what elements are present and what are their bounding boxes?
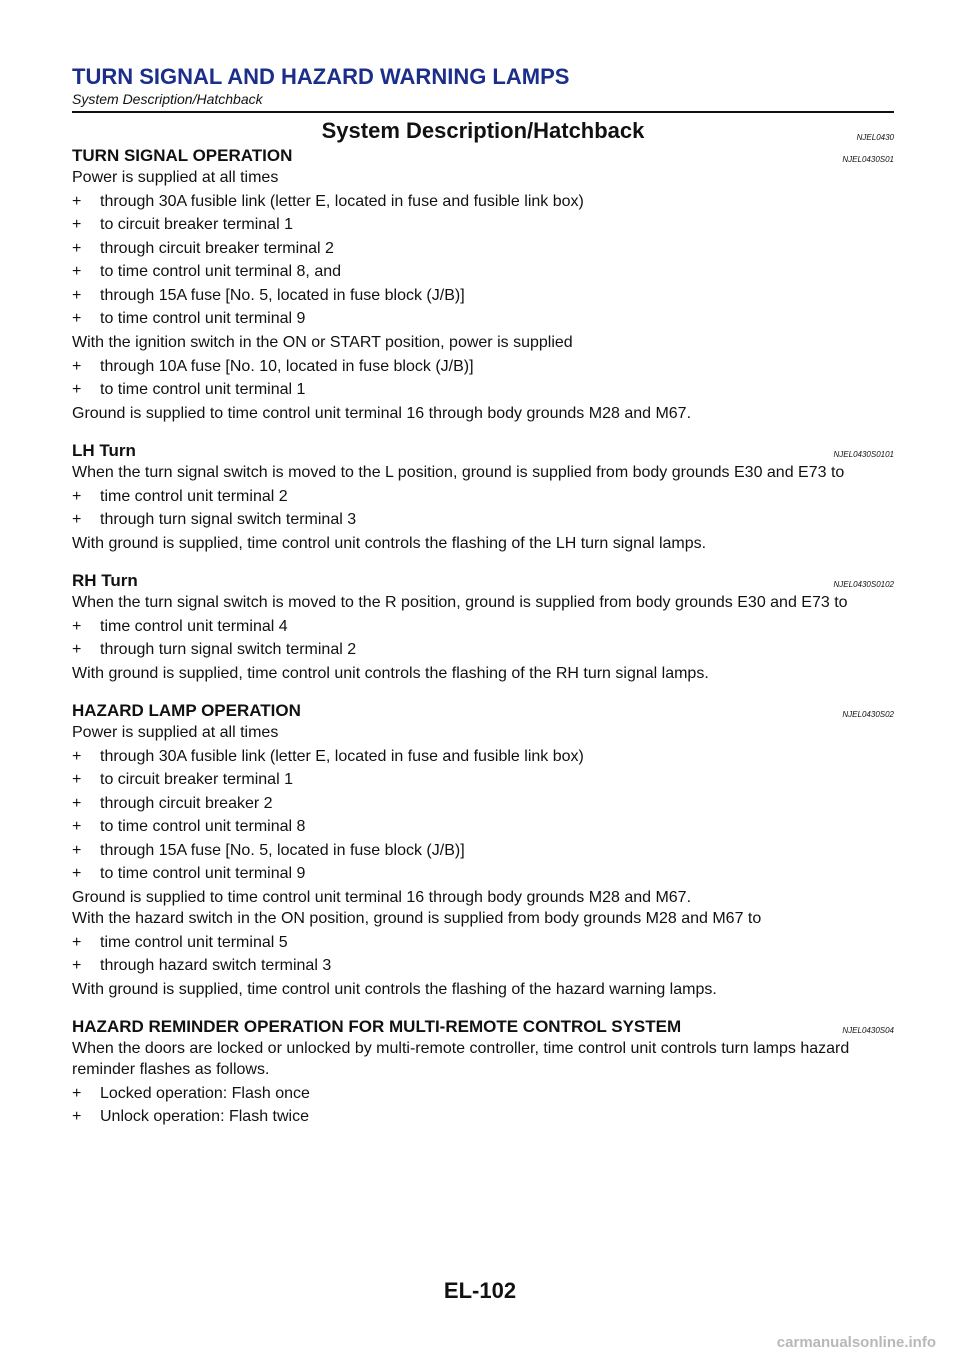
header-subtitle: System Description/Hatchback bbox=[72, 91, 263, 107]
list-item bbox=[72, 1083, 894, 1104]
bullet-marker: + bbox=[72, 794, 82, 812]
list-item-text: to circuit breaker terminal 1 bbox=[100, 216, 293, 233]
list-item bbox=[72, 261, 894, 282]
bullet-marker: + bbox=[72, 216, 82, 233]
list-item-text: to time control unit terminal 9 bbox=[100, 310, 306, 327]
list-item bbox=[72, 932, 894, 953]
paragraph: With the hazard switch in the ON position, ground is supplied from body grounds M28 and M67 to bbox=[72, 910, 762, 927]
bullet-list bbox=[72, 191, 894, 330]
list-item-text: through turn signal switch terminal 3 bbox=[100, 511, 357, 528]
section-heading-lh-turn: LH Turn NJEL0430S0101 bbox=[72, 441, 894, 460]
section-heading-hazard-reminder: HAZARD REMINDER OPERATION FOR MULTI-REMOTE CONTROL SYSTEM NJEL0430S04 bbox=[72, 1017, 894, 1036]
bullet-marker: + bbox=[72, 818, 82, 835]
bullet-marker: + bbox=[72, 641, 82, 658]
bullet-marker: + bbox=[72, 957, 82, 974]
bullet-marker: + bbox=[72, 357, 82, 375]
list-item bbox=[72, 816, 894, 837]
page-header bbox=[72, 64, 894, 108]
document-body bbox=[72, 117, 894, 1127]
bullet-marker: + bbox=[72, 933, 82, 951]
list-item bbox=[72, 863, 894, 884]
bullet-marker: + bbox=[72, 487, 82, 505]
list-item-text: through 15A fuse [No. 5, located in fuse block (J/B)] bbox=[100, 841, 465, 859]
list-item bbox=[72, 238, 894, 259]
list-item-text: through hazard switch terminal 3 bbox=[100, 957, 332, 974]
list-item-text: Locked operation: Flash once bbox=[100, 1084, 310, 1102]
bullet-marker: + bbox=[72, 747, 82, 765]
bullet-marker: + bbox=[72, 263, 82, 280]
paragraph: When the turn signal switch is moved to the R position, ground is supplied from body grounds E30 and E73 to bbox=[72, 594, 848, 611]
ref-code: NJEL0430S04 bbox=[842, 1026, 894, 1035]
page-number: EL-102 bbox=[443, 1278, 517, 1303]
list-item-text: through 15A fuse [No. 5, located in fuse block (J/B)] bbox=[100, 286, 465, 304]
list-item bbox=[72, 616, 894, 637]
paragraph: When the turn signal switch is moved to the L position, ground is supplied from body grounds E30 and E73 to bbox=[72, 464, 845, 481]
bullet-marker: + bbox=[72, 511, 82, 528]
ref-code: NJEL0430 bbox=[856, 133, 894, 142]
list-item bbox=[72, 191, 894, 212]
section-heading-turn-signal: TURN SIGNAL OPERATION NJEL0430S01 bbox=[72, 146, 894, 165]
bullet-marker: + bbox=[72, 1108, 82, 1125]
list-item bbox=[72, 509, 894, 530]
ref-code: NJEL0430S02 bbox=[842, 710, 894, 719]
section-heading-rh-turn: RH Turn NJEL0430S0102 bbox=[72, 571, 894, 590]
list-item bbox=[72, 214, 894, 235]
bullet-list bbox=[72, 486, 894, 531]
bullet-list bbox=[72, 746, 894, 885]
list-item-text: through 30A fusible link (letter E, located in fuse and fusible link box) bbox=[100, 192, 584, 210]
bullet-marker: + bbox=[72, 771, 82, 788]
paragraph: With ground is supplied, time control unit controls the flashing of the RH turn signal lamps. bbox=[72, 665, 709, 682]
list-item-text: Unlock operation: Flash twice bbox=[100, 1108, 309, 1125]
bullet-marker: + bbox=[72, 841, 82, 859]
paragraph: With ground is supplied, time control unit controls the flashing of the LH turn signal lamps. bbox=[72, 535, 707, 552]
list-item bbox=[72, 840, 894, 861]
paragraph: With the ignition switch in the ON or START position, power is supplied bbox=[72, 334, 573, 351]
header-title: TURN SIGNAL AND HAZARD WARNING LAMPS bbox=[72, 64, 570, 89]
paragraph: Ground is supplied to time control unit terminal 16 through body grounds M28 and M67. bbox=[72, 889, 692, 906]
bullet-marker: + bbox=[72, 286, 82, 304]
list-item-text: through 30A fusible link (letter E, located in fuse and fusible link box) bbox=[100, 747, 584, 765]
bullet-marker: + bbox=[72, 1084, 82, 1102]
paragraph: Ground is supplied to time control unit terminal 16 through body grounds M28 and M67. bbox=[72, 405, 692, 422]
list-item bbox=[72, 955, 894, 976]
list-item bbox=[72, 379, 894, 400]
bullet-marker: + bbox=[72, 310, 82, 327]
bullet-marker: + bbox=[72, 192, 82, 210]
bullet-list bbox=[72, 932, 894, 977]
bullet-marker: + bbox=[72, 239, 82, 257]
list-item-text: through circuit breaker 2 bbox=[100, 794, 273, 812]
list-item bbox=[72, 769, 894, 790]
ref-code: NJEL0430S01 bbox=[842, 155, 894, 164]
list-item-text: to time control unit terminal 1 bbox=[100, 381, 306, 398]
watermark: carmanualsonline.info bbox=[776, 1334, 936, 1351]
list-item bbox=[72, 639, 894, 660]
page-title: System Description/Hatchback NJEL0430 bbox=[321, 118, 894, 143]
bullet-marker: + bbox=[72, 617, 82, 635]
list-item-text: time control unit terminal 4 bbox=[100, 617, 288, 635]
paragraph: With ground is supplied, time control unit controls the flashing of the hazard warning lamps. bbox=[72, 981, 717, 998]
list-item-text: to time control unit terminal 8 bbox=[100, 818, 306, 835]
paragraph: Power is supplied at all times bbox=[72, 724, 279, 741]
list-item-text: to circuit breaker terminal 1 bbox=[100, 771, 293, 788]
header-divider bbox=[72, 111, 894, 113]
list-item-text: to time control unit terminal 8, and bbox=[100, 263, 342, 280]
bullet-list bbox=[72, 616, 894, 661]
bullet-list bbox=[72, 356, 894, 401]
paragraph: When the doors are locked or unlocked by multi-remote controller, time control unit controls turn lamps hazard reminder flashes as follows. bbox=[72, 1040, 850, 1078]
list-item bbox=[72, 356, 894, 377]
list-item-text: through circuit breaker terminal 2 bbox=[100, 239, 334, 257]
list-item-text: time control unit terminal 5 bbox=[100, 933, 288, 951]
paragraph: Power is supplied at all times bbox=[72, 169, 279, 186]
list-item-text: time control unit terminal 2 bbox=[100, 487, 288, 505]
ref-code: NJEL0430S0101 bbox=[833, 450, 894, 459]
list-item bbox=[72, 746, 894, 767]
list-item-text: to time control unit terminal 9 bbox=[100, 865, 306, 882]
list-item-text: through 10A fuse [No. 10, located in fuse block (J/B)] bbox=[100, 357, 474, 375]
list-item bbox=[72, 1106, 894, 1127]
ref-code: NJEL0430S0102 bbox=[833, 580, 894, 589]
list-item bbox=[72, 285, 894, 306]
list-item bbox=[72, 308, 894, 329]
bullet-marker: + bbox=[72, 381, 82, 398]
bullet-list bbox=[72, 1083, 894, 1128]
list-item-text: through turn signal switch terminal 2 bbox=[100, 641, 357, 658]
list-item bbox=[72, 486, 894, 507]
list-item bbox=[72, 793, 894, 814]
bullet-marker: + bbox=[72, 865, 82, 882]
section-heading-hazard: HAZARD LAMP OPERATION NJEL0430S02 bbox=[72, 701, 894, 720]
